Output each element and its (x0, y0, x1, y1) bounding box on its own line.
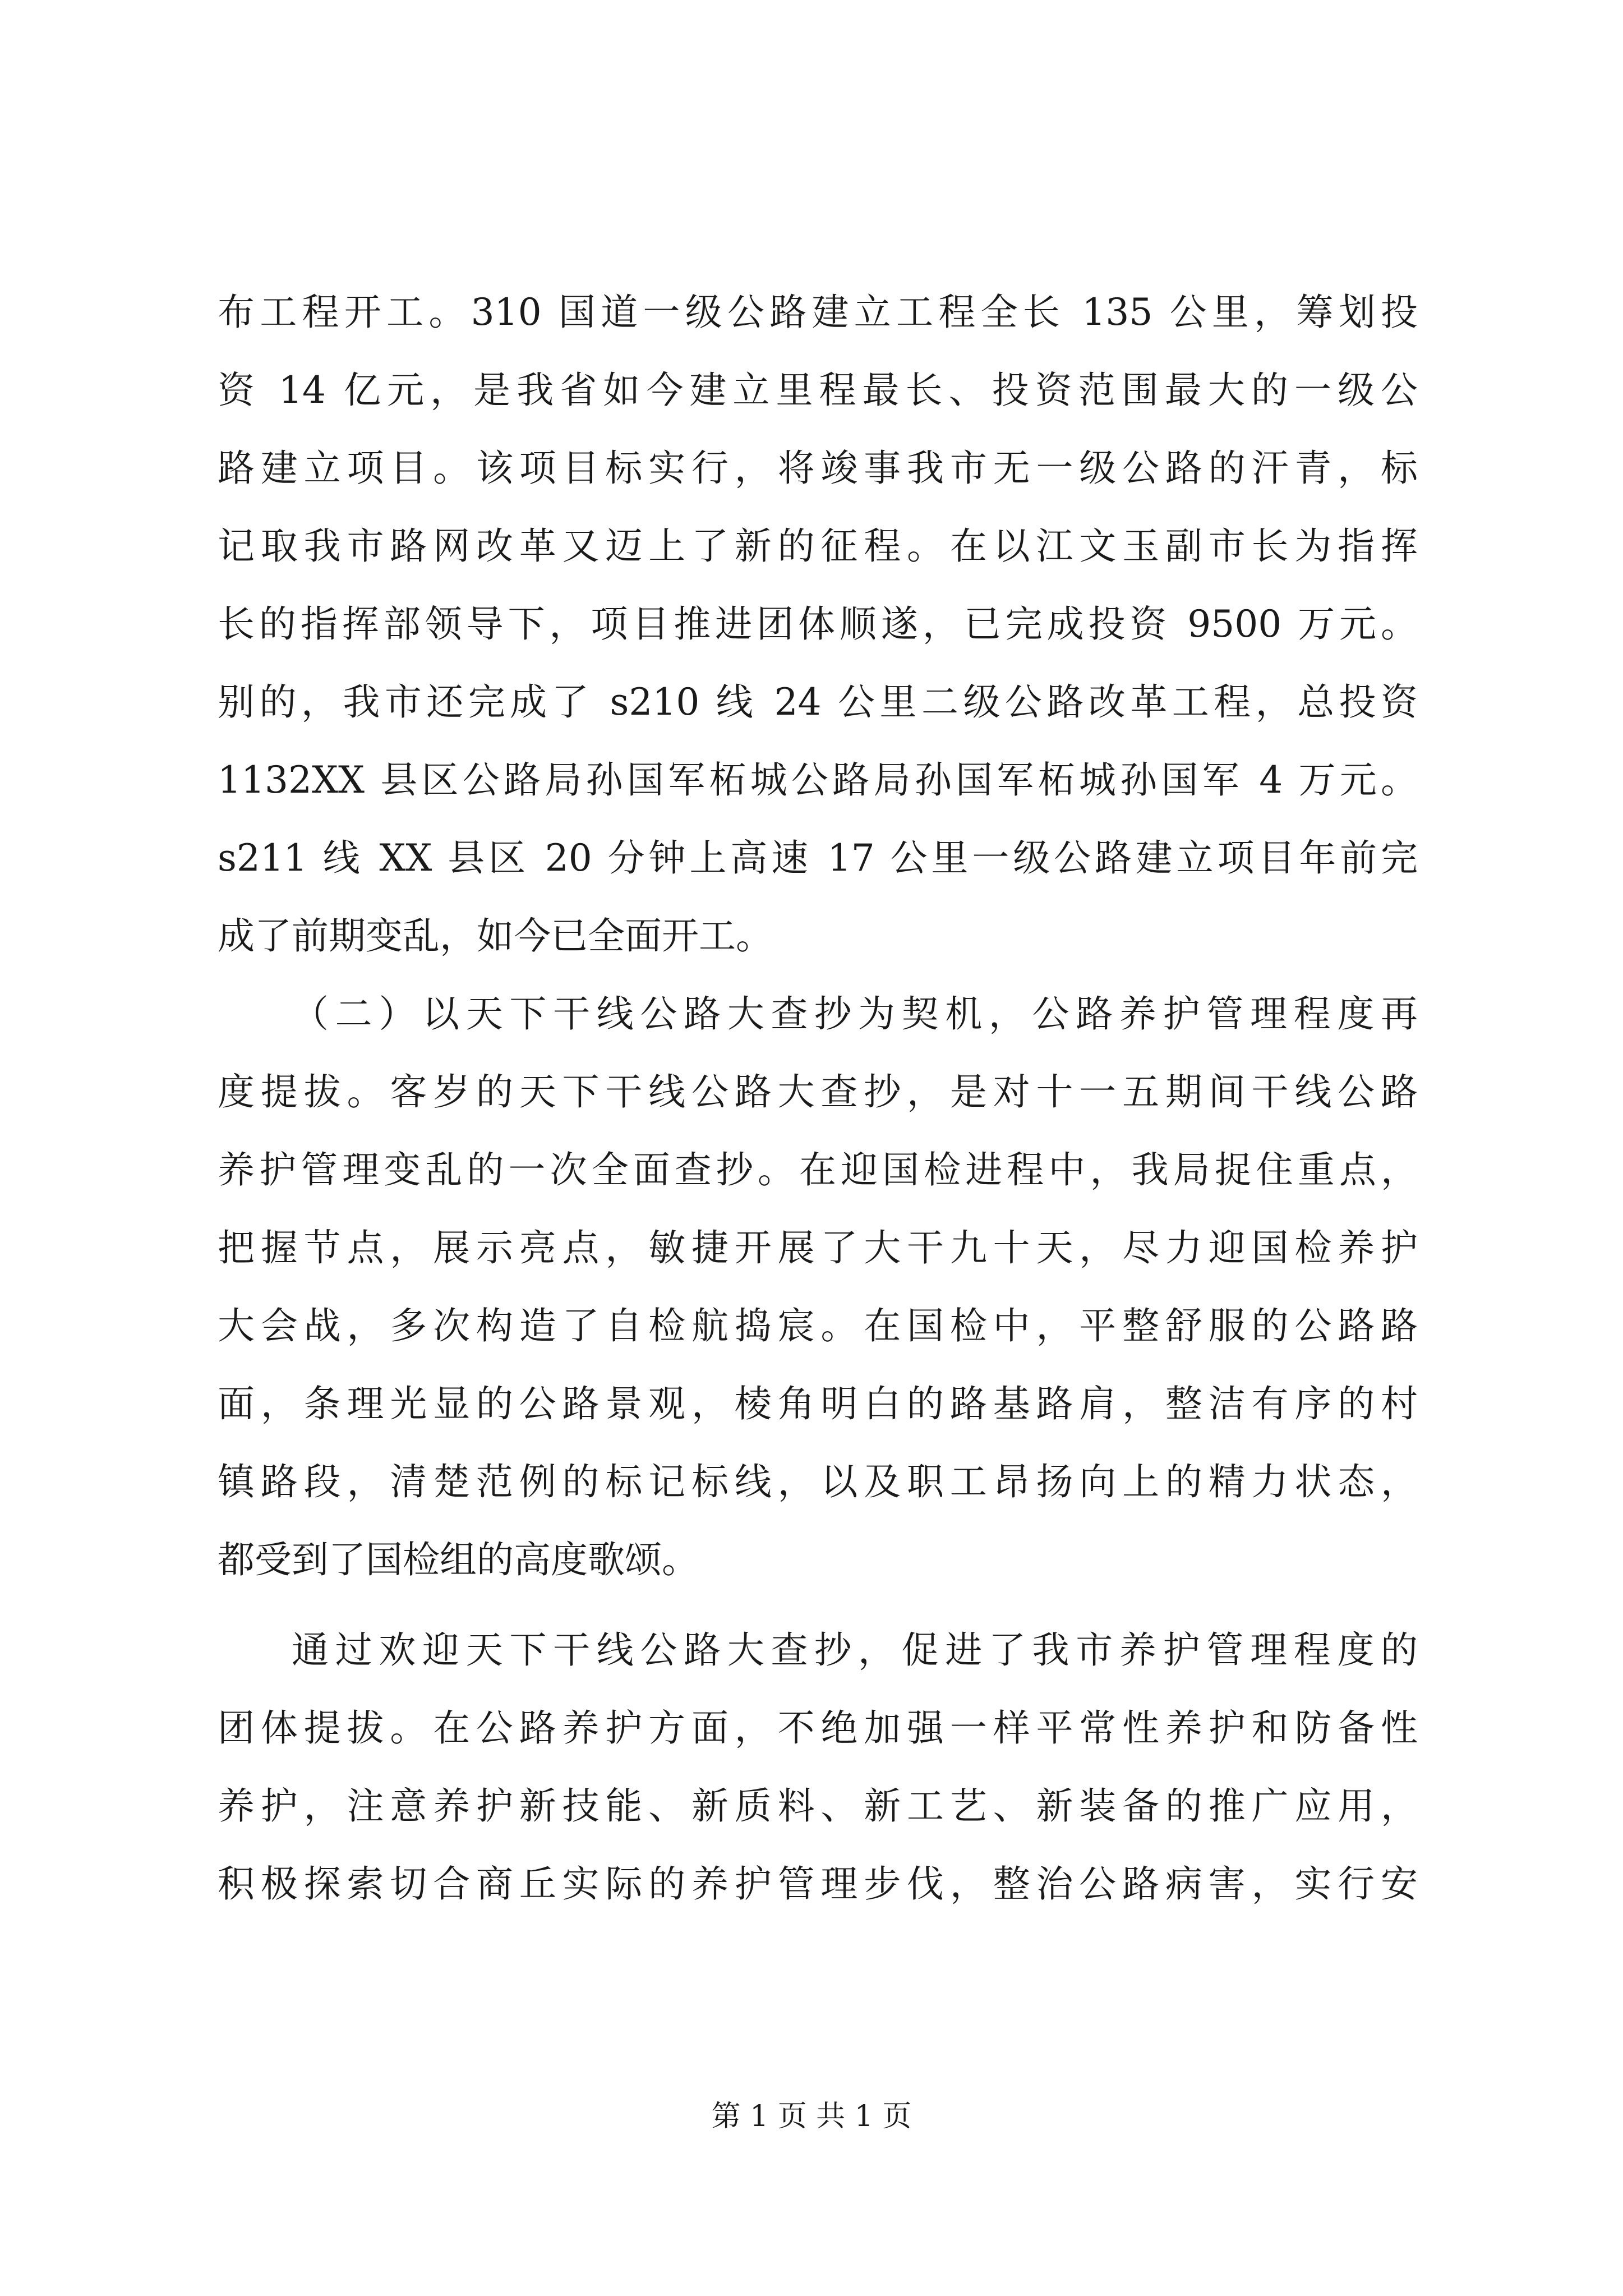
page-number-label: 第 1 页 共 1 页 (711, 2100, 912, 2133)
page-footer (0, 2097, 1623, 2136)
text-line: 通过欢迎天下干线公路大查抄，促进了我市养护管理程度的 (292, 1628, 1418, 1672)
text-line: 养护，注意养护新技能、新质料、新工艺、新装备的推广应用， (218, 1784, 1418, 1828)
text-line: 面，条理光显的公路景观，棱角明白的路基路肩，整洁有序的村 (218, 1382, 1418, 1425)
text-line: 布工程开工。310 国道一级公路建立工程全长 135 公里，筹划投 (218, 291, 1418, 334)
text-line: 长的指挥部领导下，项目推进团体顺遂，已完成投资 9500 万元。 (218, 602, 1418, 646)
text-line: 记取我市路网改革又迈上了新的征程。在以江文玉副市长为指挥 (218, 524, 1418, 568)
text-line: 养护管理变乱的一次全面查抄。在迎国检进程中，我局捉住重点， (218, 1148, 1418, 1191)
text-line: 度提拔。客岁的天下干线公路大查抄，是对十一五期间干线公路 (218, 1070, 1418, 1114)
text-line: （二）以天下干线公路大查抄为契机，公路养护管理程度再 (292, 992, 1418, 1036)
text-line: 路建立项目。该项目标实行，将竣事我市无一级公路的汗青，标 (218, 447, 1418, 490)
text-line: 把握节点，展示亮点，敏捷开展了大干九十天，尽力迎国检养护 (218, 1226, 1418, 1269)
body-text (218, 273, 1418, 1923)
text-line: 镇路段，清楚范例的标记标线，以及职工昂扬向上的精力状态， (218, 1460, 1418, 1503)
text-line: 别的，我市还完成了 s210 线 24 公里二级公路改革工程，总投资 (218, 680, 1418, 724)
text-line: s211 线 XX 县区 20 分钟上高速 17 公里一级公路建立项目年前完 (218, 836, 1418, 880)
text-line: 大会战，多次构造了自检航捣宸。在国检中，平整舒服的公路路 (218, 1304, 1418, 1347)
text-line: 都受到了国检组的高度歌颂。 (218, 1538, 699, 1581)
text-line: 团体提拔。在公路养护方面，不绝加强一样平常性养护和防备性 (218, 1706, 1418, 1750)
text-line: 资 14 亿元，是我省如今建立里程最长、投资范围最大的一级公 (218, 369, 1418, 412)
text-line: 1132XX 县区公路局孙国军柘城公路局孙国军柘城孙国军 4 万元。 (218, 758, 1418, 802)
text-line: 积极探索切合商丘实际的养护管理步伐，整治公路病害，实行安 (218, 1862, 1418, 1906)
text-line: 成了前期变乱，如今已全面开工。 (218, 914, 773, 958)
